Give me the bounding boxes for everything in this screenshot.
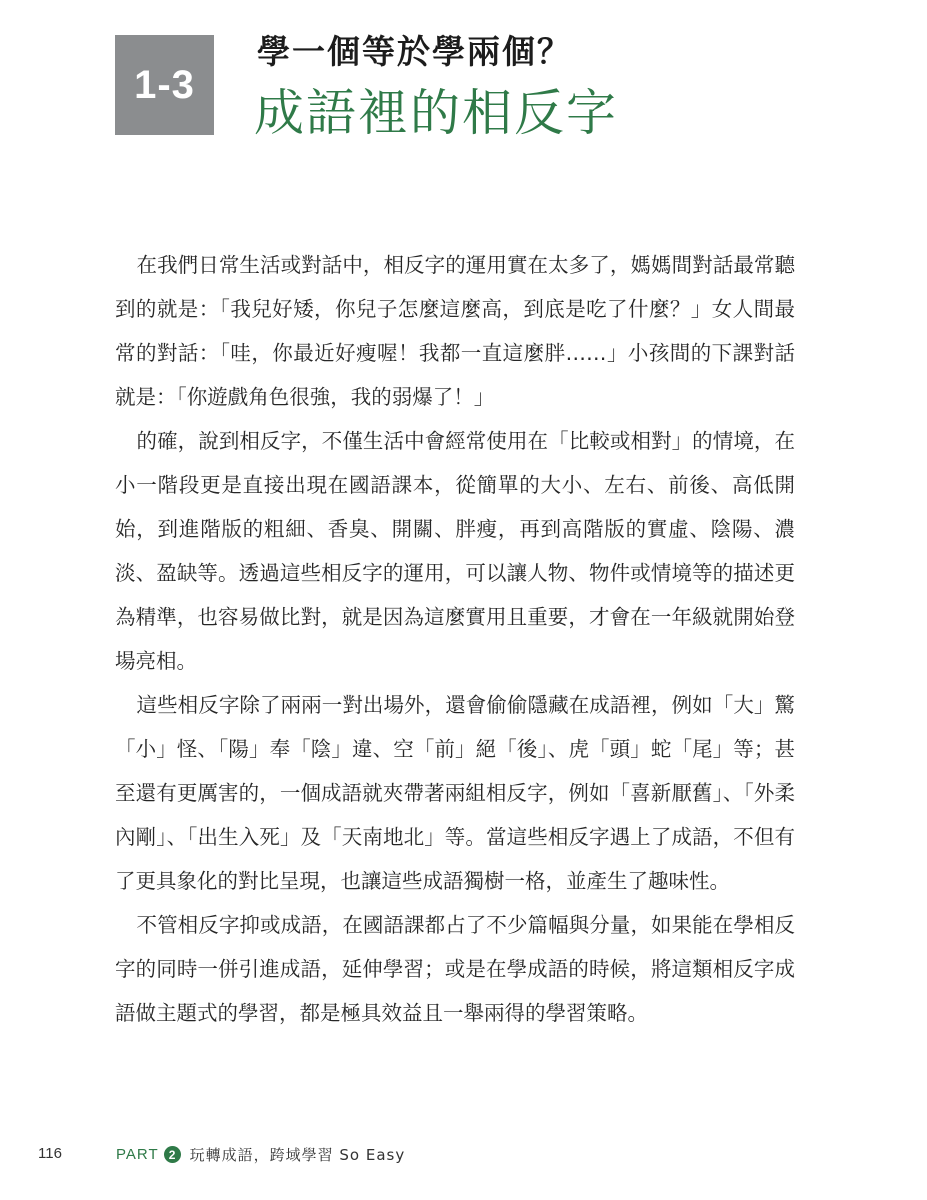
section-number: 1-3 (134, 62, 195, 107)
paragraph: 這些相反字除了兩兩一對出場外，還會偷偷隱藏在成語裡，例如「大」驚「小」怪、「陽」奉「陰」違、空「前」絕「後」、虎「頭」蛇「尾」等；甚至還有更厲害的，一個成語就夾帶著兩組相反字，例如「喜新厭舊」、「外柔內剛」、「出生入死」及「天南地北」等。當這些相反字遇上了成語，不但有了更具象化的對比呈現，也讓這些成語獨樹一格，並產生了趣味性。 (115, 693, 795, 893)
part-label: PART (116, 1146, 159, 1163)
body-text (115, 243, 795, 1035)
section-number-badge (115, 35, 214, 135)
page-footer (0, 1142, 927, 1168)
section-title: 成語裡的相反字 (254, 84, 618, 142)
footer-part-info (116, 1144, 405, 1165)
page-number: 116 (38, 1145, 62, 1162)
paragraph: 在我們日常生活或對話中，相反字的運用實在太多了，媽媽間對話最常聽到的就是：「我兒好矮，你兒子怎麼這麼高，到底是吃了什麼？」女人間最常的對話：「哇，你最近好瘦喔！我都一直這麼胖……」小孩間的下課對話就是：「你遊戲角色很強，我的弱爆了！」 (115, 253, 795, 409)
paragraph: 的確，說到相反字，不僅生活中會經常使用在「比較或相對」的情境，在小一階段更是直接出現在國語課本，從簡單的大小、左右、前後、高低開始，到進階版的粗細、香臭、開關、胖瘦，再到高階版的實虛、陰陽、濃淡、盈缺等。透過這些相反字的運用，可以讓人物、物件或情境等的描述更為精準，也容易做比對，就是因為這麼實用且重要，才會在一年級就開始登場亮相。 (115, 429, 795, 673)
section-subtitle: 學一個等於學兩個？ (257, 32, 572, 71)
part-number-circle: 2 (164, 1146, 181, 1163)
paragraph: 不管相反字抑或成語，在國語課都占了不少篇幅與分量，如果能在學相反字的同時一併引進成語，延伸學習；或是在學成語的時候，將這類相反字成語做主題式的學習，都是極具效益且一舉兩得的學習策略。 (115, 913, 795, 1025)
book-title: 玩轉成語，跨域學習 So Easy (189, 1146, 406, 1164)
